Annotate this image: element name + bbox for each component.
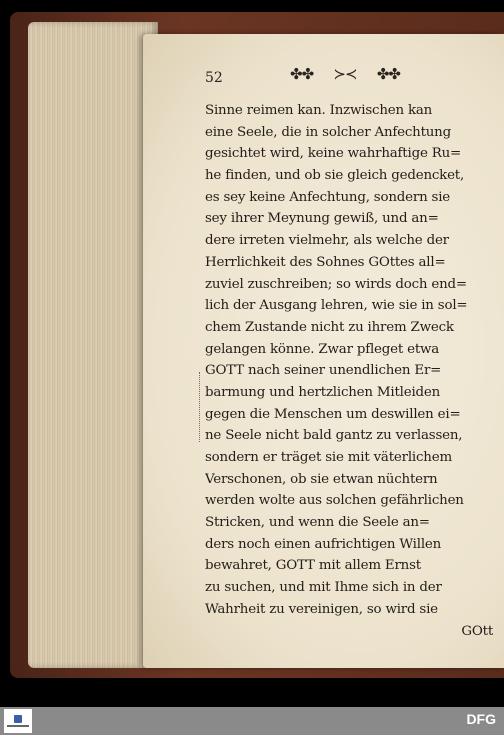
text-line: gegen die Menschen um deswillen ei= (205, 406, 461, 422)
text-line: eine Seele, die in solcher Anfechtung (205, 124, 451, 140)
ornament-right: ✤✤ (376, 65, 400, 83)
text-line: Wahrheit zu vereinigen, so wird sie (205, 601, 438, 617)
text-line: Stricken, und wenn die Seele an= (205, 515, 430, 531)
text-line: sey ihrer Meynung gewiß, und an= (205, 211, 439, 227)
margin-mark (199, 372, 203, 442)
text-line: ne Seele nicht bald gantz zu verlassen, (205, 428, 463, 444)
text-line: dere irreten vielmehr, als welche der (205, 233, 449, 249)
text-line: GOTT nach seiner unendlichen Er= (205, 363, 442, 379)
text-line: he finden, und ob sie gleich gedencket, (205, 168, 465, 184)
ornament-center: ≻≺ (333, 65, 357, 83)
text-line: gelangen könne. Zwar pfleget etwa (205, 341, 440, 357)
text-line: ders noch einen aufrichtigen Willen (205, 536, 442, 552)
viewer-footer-bar (0, 707, 504, 735)
text-line: werden wolte aus solchen gefährlichen (205, 493, 464, 509)
text-line: lich der Ausgang lehren, wie sie in sol= (205, 298, 468, 314)
dfg-logo: DFG (466, 711, 496, 727)
text-line: gesichtet wird, keine wahrhaftige Ru= (205, 146, 462, 162)
catchword: GOtt (461, 623, 493, 639)
crest-lettering (7, 725, 29, 727)
text-line: Herrlichkeit des Sohnes GOttes all= (205, 254, 446, 270)
library-crest-icon (4, 709, 32, 733)
text-line: zuviel zuschreiben; so wirds doch end= (205, 276, 467, 292)
page-number: 52 (205, 70, 223, 86)
text-line: Verschonen, ob sie etwan nüchtern (205, 471, 438, 487)
page-edges (28, 22, 158, 668)
text-line: zu suchen, und mit Ihme sich in der (205, 580, 442, 596)
crest-shape (14, 715, 22, 723)
ornament-left: ✤✤ (290, 65, 314, 83)
text-line: sondern er träget sie mit väterlichem (205, 450, 452, 465)
page-body-text (205, 100, 493, 642)
header-ornament (290, 64, 400, 84)
text-line: barmung und hertzlichen Mitleiden (205, 384, 441, 400)
text-line: bewahret, GOTT mit allem Ernst (205, 558, 421, 574)
text-line: chem Zustande nicht zu ihrem Zweck (205, 319, 454, 335)
text-line: es sey keine Anfechtung, sondern sie (205, 189, 451, 205)
text-line: Sinne reimen kan. Inzwischen kan (205, 103, 433, 118)
